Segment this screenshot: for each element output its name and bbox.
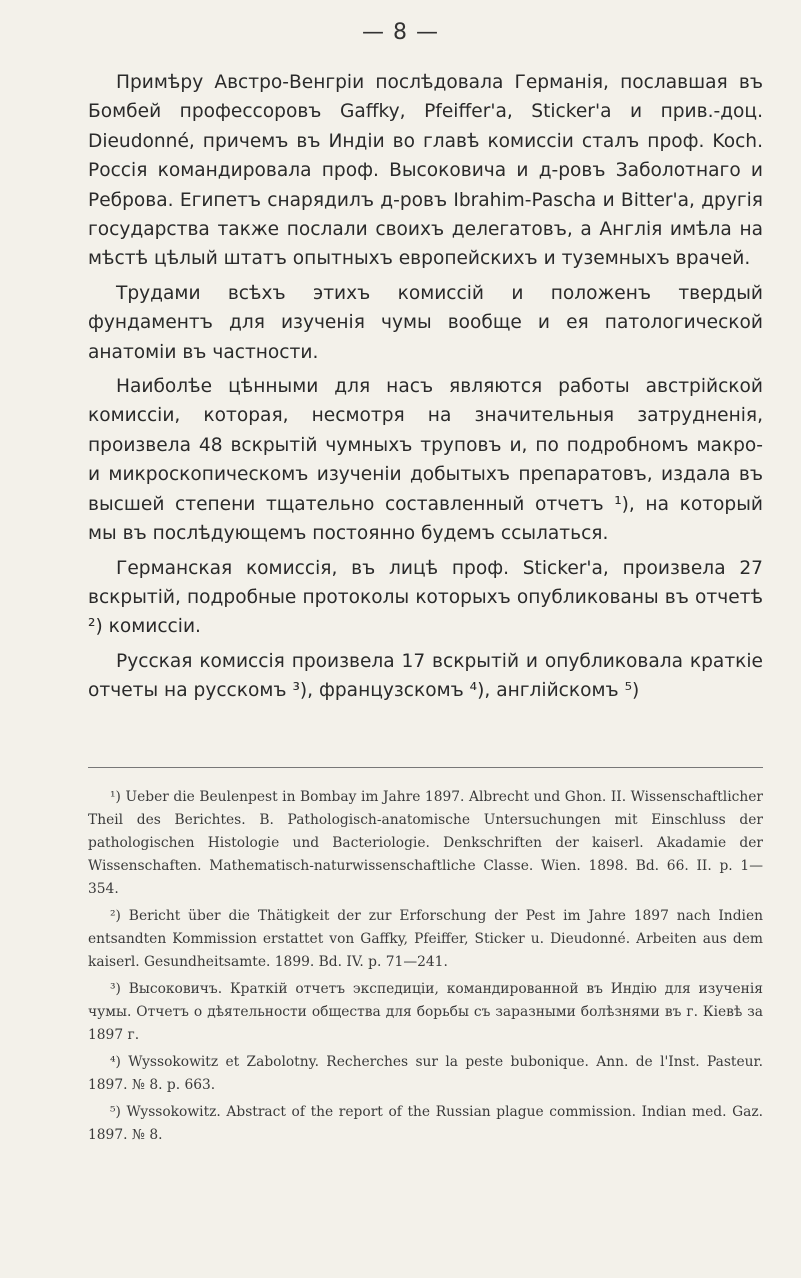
paragraph: Германская комиссія, въ лицѣ проф. Sticker'а, произвела 27 вскрытій, подробные протоколы которыхъ опубликованы въ отчетѣ ²) комиссіи. [88, 557, 763, 638]
footnote: ²) Bericht über die Thätigkeit der zur Erforschung der Pest im Jahre 1897 nach Indien entsandten Kommission erstattet von Gaffky, Pfeiffer, Sticker u. Dieudonné. Arbeiten aus dem kaiserl. Gesundheitsamte. 1899. Bd. IV. p. 71—241. [88, 908, 763, 970]
page-number: — 8 — [362, 20, 439, 45]
paragraph: Примѣру Австро-Венгріи послѣдовала Германія, пославшая въ Бомбей профессоровъ Gaffky, Pfeiffer'а, Sticker'а и прив.-доц. Dieudonné, причемъ въ Индіи во главѣ комиссіи сталъ проф. Koch. Россія командировала проф. Высоковича и д-ровъ Заболотнаго и Реброва. Египетъ снарядилъ д-ровъ Ibrahim-Pascha и Bitter'а, другія государства также послали своихъ делегатовъ, а Англія имѣла на мѣстѣ цѣлый штатъ опытныхъ европейскихъ и туземныхъ врачей. [88, 72, 763, 270]
footnotes [88, 786, 763, 1151]
paragraph: Русская комиссія произвела 17 вскрытій и опубликовала краткіе отчеты на русскомъ ³), французскомъ ⁴), англійскомъ ⁵) [88, 650, 763, 702]
footnote: ¹) Ueber die Beulenpest in Bombay im Jahre 1897. Albrecht und Ghon. II. Wissenschaftlicher Theil des Berichtes. B. Pathologisch-anatomische Untersuchungen mit Einschluss der pathologischen Histologie und Bacteriologie. Denkschriften der kaiserl. Akadamie der Wissenschaften. Mathematisch-naturwissenschaftliche Classe. Wien. 1898. Bd. 66. II. p. 1—354. [88, 789, 763, 897]
footnote: ⁵) Wyssokowitz. Abstract of the report of the Russian plague commission. Indian med. Gaz. 1897. № 8. [88, 1104, 763, 1143]
footnote: ³) Высоковичъ. Краткій отчетъ экспедиціи, командированной въ Индію для изученія чумы. Отчетъ о дѣятельности общества для борьбы съ заразными болѣзнями въ г. Кіевѣ за 1897 г. [88, 981, 763, 1043]
paragraph: Трудами всѣхъ этихъ комиссій и положенъ твердый фундаментъ для изученія чумы вообще и ея патологической анатоміи въ частности. [88, 282, 763, 363]
main-text [88, 68, 763, 706]
footnote: ⁴) Wyssokowitz et Zabolotny. Recherches sur la peste bubonique. Ann. de l'Inst. Pasteur. 1897. № 8. p. 663. [88, 1054, 763, 1093]
paragraph: Наиболѣе цѣнными для насъ являются работы австрійской комиссіи, которая, несмотря на значительныя затрудненія, произвела 48 вскрытій чумныхъ труповъ и, по подробномъ макро- и микроскопическомъ изученіи добытыхъ препаратовъ, издала въ высшей степени тщательно составленный отчетъ ¹), на который мы въ послѣдующемъ постоянно будемъ ссылаться. [88, 376, 763, 545]
footnote-divider [88, 767, 763, 768]
